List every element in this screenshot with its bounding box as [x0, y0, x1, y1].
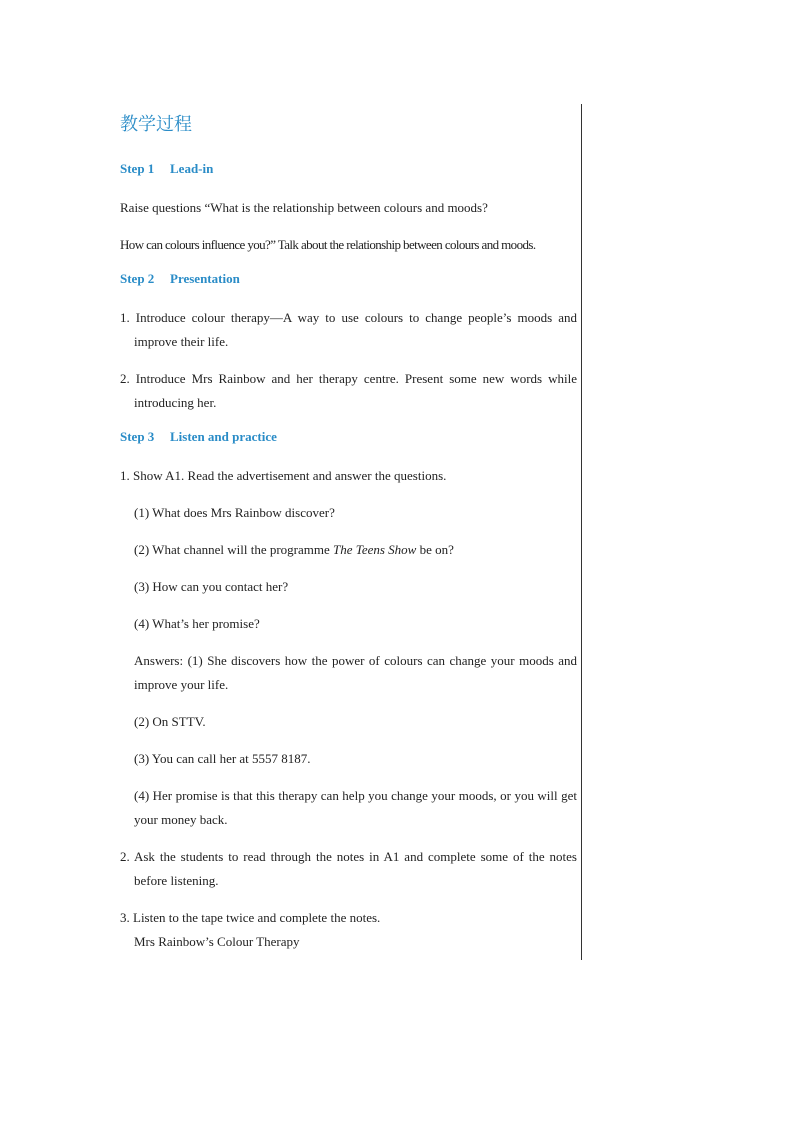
step-3-number: Step 3 [120, 429, 155, 444]
question-1: (1) What does Mrs Rainbow discover? [134, 505, 335, 520]
notes-title: Mrs Rainbow’s Colour Therapy [134, 934, 300, 949]
answer-1: Answers: (1) She discovers how the power of colours can change your moods and improve your life. [134, 653, 577, 692]
step-3-heading [120, 428, 577, 446]
answer-2: (2) On STTV. [134, 714, 206, 729]
table-right-border [581, 104, 582, 960]
step-2-title: Presentation [170, 271, 240, 286]
step-2-item-2: 2. Introduce Mrs Rainbow and her therapy centre. Present some new words while introducing her. [120, 371, 577, 410]
step-2-number: Step 2 [120, 271, 155, 286]
step-1-line-2: How can colours influence you?” Talk about the relationship between colours and moods. [120, 237, 536, 252]
section-heading: 教学过程 [120, 114, 192, 135]
step-2-heading [120, 270, 577, 288]
question-2-start: (2) What channel will the programme [134, 542, 334, 557]
step-3-item-1: 1. Show A1. Read the advertisement and answer the questions. [120, 468, 447, 483]
step-1-number: Step 1 [120, 161, 155, 176]
step-3-item-2: 2. Ask the students to read through the notes in A1 and complete some of the notes before listening. [120, 849, 577, 888]
answer-4: (4) Her promise is that this therapy can help you change your moods, or you will get your money back. [134, 788, 577, 827]
question-4: (4) What’s her promise? [134, 616, 260, 631]
step-1-line-1: Raise questions “What is the relationship between colours and moods? [120, 200, 488, 215]
step-3-title: Listen and practice [170, 429, 277, 444]
answer-3: (3) You can call her at 5557 8187. [134, 751, 311, 766]
step-2-item-1: 1. Introduce colour therapy—A way to use colours to change people’s moods and improve their life. [120, 310, 577, 349]
question-2-end: be on? [416, 542, 454, 557]
step-3-item-3: 3. Listen to the tape twice and complete the notes. [120, 910, 381, 925]
question-2 [134, 538, 577, 562]
step-1-heading [120, 160, 577, 178]
step-1-title: Lead-in [170, 161, 214, 176]
question-3: (3) How can you contact her? [134, 579, 289, 594]
programme-title: The Teens Show [333, 542, 417, 557]
lesson-content [120, 112, 577, 954]
